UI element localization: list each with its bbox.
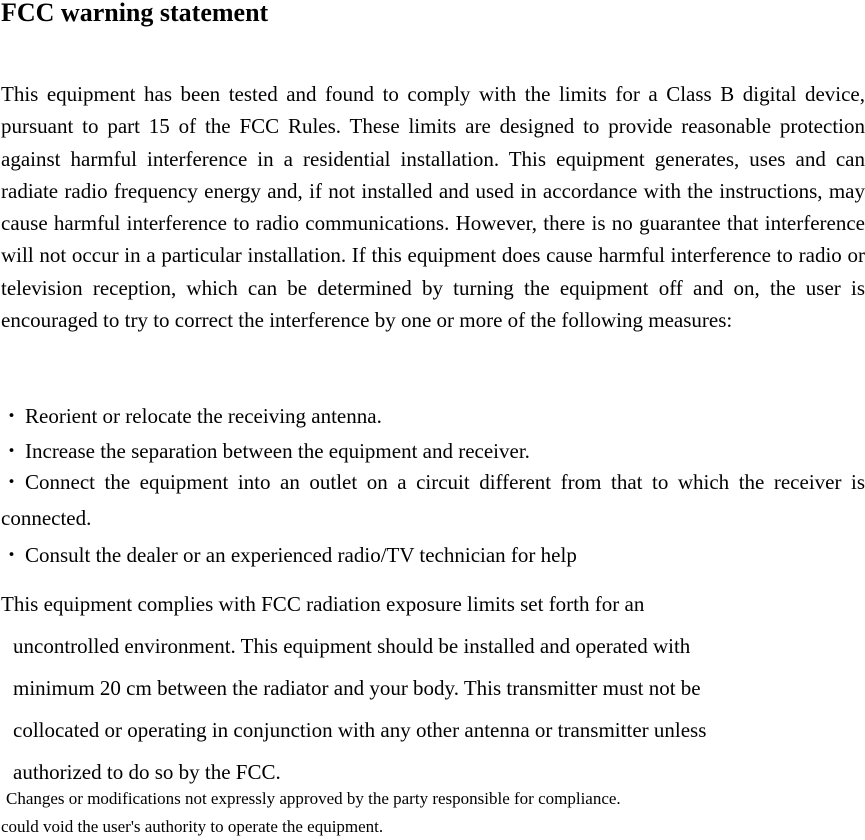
rf-exposure-line: uncontrolled environment. This equipment should be installed and operated with	[13, 634, 691, 658]
rf-exposure-line: minimum 20 cm between the radiator and your body. This transmitter must not be	[13, 676, 701, 700]
bullet-icon: ・	[1, 543, 22, 567]
list-item-different-circuit	[1, 464, 865, 536]
modification-note-line-2: could void the user's authority to operate the equipment.	[1, 817, 384, 836]
bullet-icon: ・	[1, 439, 22, 463]
page-title: FCC warning statement	[1, 0, 269, 27]
bullet-text: Reorient or relocate the receiving antenna.	[25, 404, 382, 428]
bullet-icon: ・	[1, 470, 22, 494]
compliance-paragraph: This equipment has been tested and found to comply with the limits for a Class B digital device, pursuant to part 15 of the FCC Rules. These limits are designed to provide reasonable protection against harmful interference in a residential installation. This equipment generates, uses and can radiate radio frequency energy and, if not installed and used in accordance with the instructions, may cause harmful interference to radio communications. However, there is no guarantee that interference will not occur in a particular installation. If this equipment does cause harmful interference to radio or television reception, which can be determined by turning the equipment off and on, the user is encouraged to try to correct the interference by one or more of the following measures:	[1, 82, 865, 333]
bullet-icon: ・	[1, 404, 22, 428]
modification-note-line-1: Changes or modifications not expressly approved by the party responsible for compliance.	[6, 789, 621, 808]
rf-exposure-line: This equipment complies with FCC radiation exposure limits set forth for an	[1, 592, 645, 616]
bullet-text: Increase the separation between the equipment and receiver.	[25, 439, 530, 463]
rf-exposure-line: authorized to do so by the FCC.	[13, 760, 281, 784]
rf-exposure-paragraph	[1, 583, 865, 793]
bullet-text: Consult the dealer or an experienced radio/TV technician for help	[25, 543, 577, 567]
bullet-text: Connect the equipment into an outlet on a circuit different from that to which the receiver is connected.	[1, 470, 865, 530]
rf-exposure-line: collocated or operating in conjunction with any other antenna or transmitter unless	[13, 718, 707, 742]
list-item-consult-dealer	[1, 536, 865, 574]
list-item-reorient-antenna	[1, 397, 865, 435]
